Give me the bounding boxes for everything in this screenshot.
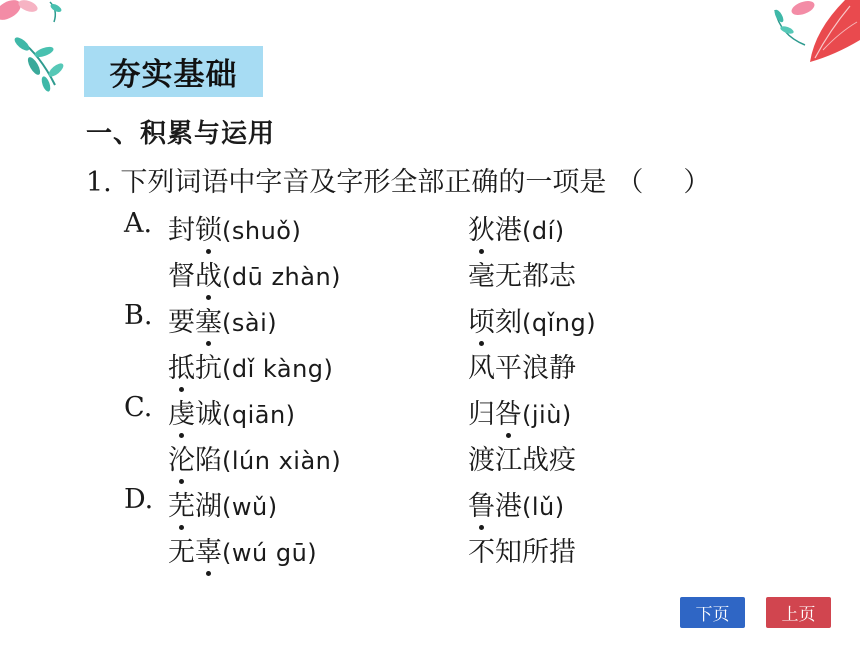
emphasized-char: 鲁 bbox=[468, 484, 495, 523]
option-letter: A. bbox=[124, 208, 153, 239]
emphasized-char: 咎 bbox=[495, 392, 522, 431]
subheading: 一、积累与运用 bbox=[86, 119, 276, 149]
emphasized-char: 顷 bbox=[468, 300, 495, 339]
option-letter: D. bbox=[124, 484, 154, 515]
term-text: 刻 bbox=[495, 307, 522, 338]
answer-blank-close: ） bbox=[683, 167, 711, 198]
option-term bbox=[168, 254, 341, 293]
emphasized-char: 抵 bbox=[168, 346, 195, 385]
option-term bbox=[168, 392, 296, 431]
term-text: 港 bbox=[495, 491, 522, 522]
term-text: 督 bbox=[168, 261, 195, 292]
question-text: 1. 下列词语中字音及字形全部正确的一项是 bbox=[86, 167, 607, 198]
term-text: 港 bbox=[495, 215, 522, 246]
pinyin: (wǔ) bbox=[222, 493, 278, 521]
option-letter: C. bbox=[124, 392, 153, 423]
question-stem bbox=[86, 160, 710, 199]
term-text: 归 bbox=[468, 399, 495, 430]
pinyin: (jiù) bbox=[522, 401, 572, 429]
option-letter: B. bbox=[124, 300, 153, 331]
pinyin: (dǐ kàng) bbox=[222, 355, 334, 383]
term-text: 湖 bbox=[195, 491, 222, 522]
section-title: 夯实基础 bbox=[84, 46, 263, 97]
option-term bbox=[168, 300, 277, 339]
pinyin: (sài) bbox=[222, 309, 278, 337]
emphasized-char: 沦 bbox=[168, 438, 195, 477]
leaf-decoration-top-right bbox=[735, 0, 860, 62]
pinyin: (lún xiàn) bbox=[222, 447, 342, 475]
option-term bbox=[168, 438, 341, 477]
option-term bbox=[468, 300, 596, 339]
option-term bbox=[468, 392, 572, 431]
term-text: 要 bbox=[168, 307, 195, 338]
option-term bbox=[168, 530, 317, 569]
option-term bbox=[468, 254, 576, 293]
pinyin: (dū zhàn) bbox=[222, 263, 342, 291]
emphasized-char: 塞 bbox=[195, 300, 222, 339]
term-text: 毫无都志 bbox=[468, 261, 576, 292]
term-text: 渡江战疫 bbox=[468, 445, 576, 476]
emphasized-char: 芜 bbox=[168, 484, 195, 523]
pinyin: (qǐng) bbox=[522, 309, 597, 337]
term-text: 诚 bbox=[195, 399, 222, 430]
term-text: 不知所措 bbox=[468, 537, 576, 568]
emphasized-char: 狄 bbox=[468, 208, 495, 247]
prev-page-button[interactable]: 上页 bbox=[766, 597, 831, 628]
term-text: 无 bbox=[168, 537, 195, 568]
option-term bbox=[468, 438, 576, 477]
pinyin: (wú gū) bbox=[222, 539, 318, 567]
option-term bbox=[468, 484, 565, 523]
option-term bbox=[468, 208, 565, 247]
option-term bbox=[168, 346, 333, 385]
option-term bbox=[168, 208, 301, 247]
option-term bbox=[468, 346, 576, 385]
answer-blank-open: （ bbox=[616, 167, 644, 198]
option-term bbox=[168, 484, 278, 523]
emphasized-char: 辜 bbox=[195, 530, 222, 569]
pinyin: (shuǒ) bbox=[222, 217, 302, 245]
emphasized-char: 战 bbox=[195, 254, 222, 293]
emphasized-char: 虔 bbox=[168, 392, 195, 431]
term-text: 抗 bbox=[195, 353, 222, 384]
term-text: 风平浪静 bbox=[468, 353, 576, 384]
leaf-decoration-top-left bbox=[0, 0, 90, 95]
option-term bbox=[468, 530, 576, 569]
next-page-button[interactable]: 下页 bbox=[680, 597, 745, 628]
term-text: 陷 bbox=[195, 445, 222, 476]
pinyin: (dí) bbox=[522, 217, 565, 245]
term-text: 封 bbox=[168, 215, 195, 246]
pinyin: (qiān) bbox=[222, 401, 296, 429]
emphasized-char: 锁 bbox=[195, 208, 222, 247]
pinyin: (lǔ) bbox=[522, 493, 565, 521]
